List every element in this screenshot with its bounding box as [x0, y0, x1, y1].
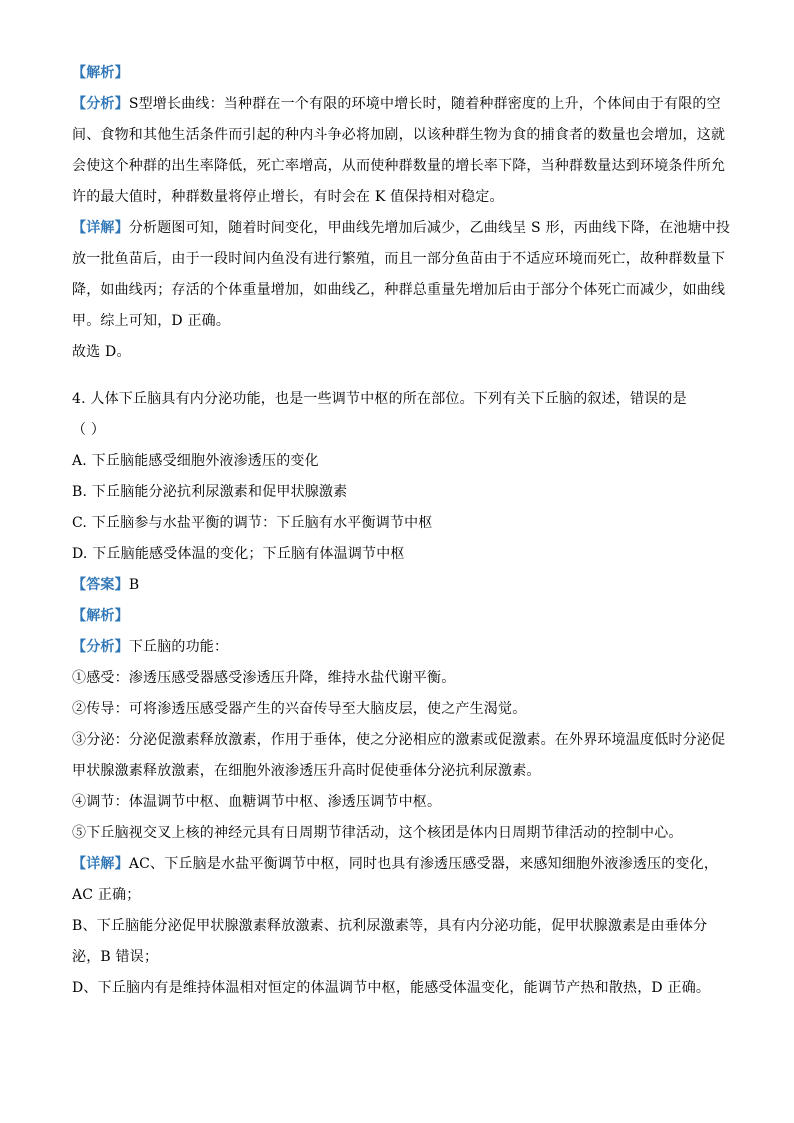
option-c-text: C. 下丘脑参与水盐平衡的调节：下丘脑有水平衡调节中枢: [72, 515, 433, 531]
function-item: [72, 663, 722, 694]
question-stem-text: 4. 人体下丘脑具有内分泌功能，也是一些调节中枢的所在部位。下列有关下丘脑的叙述，错误的是: [72, 391, 687, 407]
xiangjie-text-2: AC 正确；: [72, 887, 141, 903]
function-item-text: ①感受：渗透压感受器感受渗透压升降，维持水盐代谢平衡。: [72, 670, 456, 686]
function-item: [72, 725, 726, 756]
function-item: [72, 787, 722, 818]
answer-value: B: [128, 577, 140, 593]
xiangjie-text-2: 泌，B 错误；: [72, 949, 159, 965]
fenxi-text: 会使这个种群的出生率降低，死亡率增高，从而使种群数量的增长率下降，当种群数量达到环境条件所允: [72, 158, 726, 174]
answer-bracket: （ ）: [72, 422, 106, 438]
function-item-text: ③分泌：分泌促激素释放激素，作用于垂体，使之分泌相应的激素或促激素。在外界环境温度低时分泌促: [72, 732, 726, 748]
xiangjie-line: [72, 213, 731, 244]
xiangjie-tag: 【详解】: [72, 220, 129, 236]
section-gap: [72, 368, 722, 384]
xiangjie-text-2: B、下丘脑能分泌促甲状腺激素释放激素、抗利尿激素等，具有内分泌功能，促甲状腺激素是由垂体分: [72, 918, 708, 934]
xiangjie-line-2: [72, 849, 722, 880]
analysis-heading: [72, 58, 722, 89]
question-bracket: [72, 415, 722, 446]
fenxi-tag-2: 【分析】: [72, 639, 129, 655]
xiangjie-line: [72, 244, 726, 275]
fenxi-line: [72, 89, 722, 120]
xiangjie-text: 降，如曲线丙；存活的个体重量增加，如曲线乙，种群总重量先增加后由于部分个体死亡而减少，如曲线: [72, 282, 726, 298]
analysis-heading-2: [72, 601, 722, 632]
xiangjie-line-2: [72, 880, 722, 911]
function-item: [72, 694, 722, 725]
function-item-text: 甲状腺激素释放激素，在细胞外液渗透压升高时促使垂体分泌抗利尿激素。: [72, 763, 541, 779]
fenxi-line: [72, 120, 726, 151]
xiangjie-line-2: [72, 911, 722, 942]
answer-tag: 【答案】: [72, 577, 129, 593]
document-page: [72, 58, 731, 1004]
xiangjie-text-2: D、下丘脑内有是维持体温相对恒定的体温调节中枢，能感受体温变化，能调节产热和散热，D 正确。: [72, 980, 711, 996]
fenxi-line: [72, 182, 722, 213]
option-b-text: B. 下丘脑能分泌抗利尿激素和促甲状腺激素: [72, 484, 348, 500]
xiangjie-line: [72, 306, 722, 337]
option-d-text: D. 下丘脑能感受体温的变化；下丘脑有体温调节中枢: [72, 546, 405, 562]
option-c: [72, 508, 722, 539]
function-item: [72, 756, 722, 787]
xiangjie-tag-2: 【详解】: [72, 856, 129, 872]
conclusion-text: 故选 D。: [72, 344, 131, 360]
option-d: [72, 539, 722, 570]
jiexi-tag-2: 【解析】: [72, 608, 129, 624]
function-item-text: ④调节：体温调节中枢、血糖调节中枢、渗透压调节中枢。: [72, 794, 442, 810]
function-item-text: ②传导：可将渗透压感受器产生的兴奋传导至大脑皮层，使之产生渴觉。: [72, 701, 527, 717]
xiangjie-line-2: [72, 973, 722, 1004]
answer-line: [72, 570, 722, 601]
option-a: [72, 446, 722, 477]
fenxi-line-2: [72, 632, 722, 663]
xiangjie-line: [72, 275, 726, 306]
fenxi-tag: 【分析】: [72, 96, 129, 112]
option-a-text: A. 下丘脑能感受细胞外液渗透压的变化: [72, 453, 319, 469]
jiexi-tag: 【解析】: [72, 65, 129, 81]
xiangjie-text: 甲。综上可知，D 正确。: [72, 313, 231, 329]
fenxi-intro: 下丘脑的功能：: [128, 639, 229, 655]
xiangjie-text-2: AC、下丘脑是水盐平衡调节中枢，同时也具有渗透压感受器，来感知细胞外液渗透压的变化，: [128, 856, 719, 872]
conclusion-line: [72, 337, 722, 368]
fenxi-text: S型增长曲线：当种群在一个有限的环境中增长时，随着种群密度的上升，个体间由于有限的空: [128, 96, 721, 112]
function-item: [72, 818, 722, 849]
xiangjie-text: 分析题图可知，随着时间变化，甲曲线先增加后减少，乙曲线呈 S 形，丙曲线下降，在池塘中投: [128, 220, 731, 236]
fenxi-line: [72, 151, 726, 182]
option-b: [72, 477, 722, 508]
function-item-text: ⑤下丘脑视交叉上核的神经元具有日周期节律活动，这个核团是体内日周期节律活动的控制中心。: [72, 825, 683, 841]
fenxi-text: 间、食物和其他生活条件而引起的种内斗争必将加剧，以该种群生物为食的捕食者的数量也会增加，这就: [72, 127, 726, 143]
xiangjie-line-2: [72, 942, 722, 973]
xiangjie-text: 放一批鱼苗后，由于一段时间内鱼没有进行繁殖，而且一部分鱼苗由于不适应环境而死亡，故种群数量下: [72, 251, 726, 267]
question-stem: [72, 384, 722, 415]
fenxi-text: 许的最大值时，种群数量将停止增长，有时会在 K 值保持相对稳定。: [72, 189, 504, 205]
